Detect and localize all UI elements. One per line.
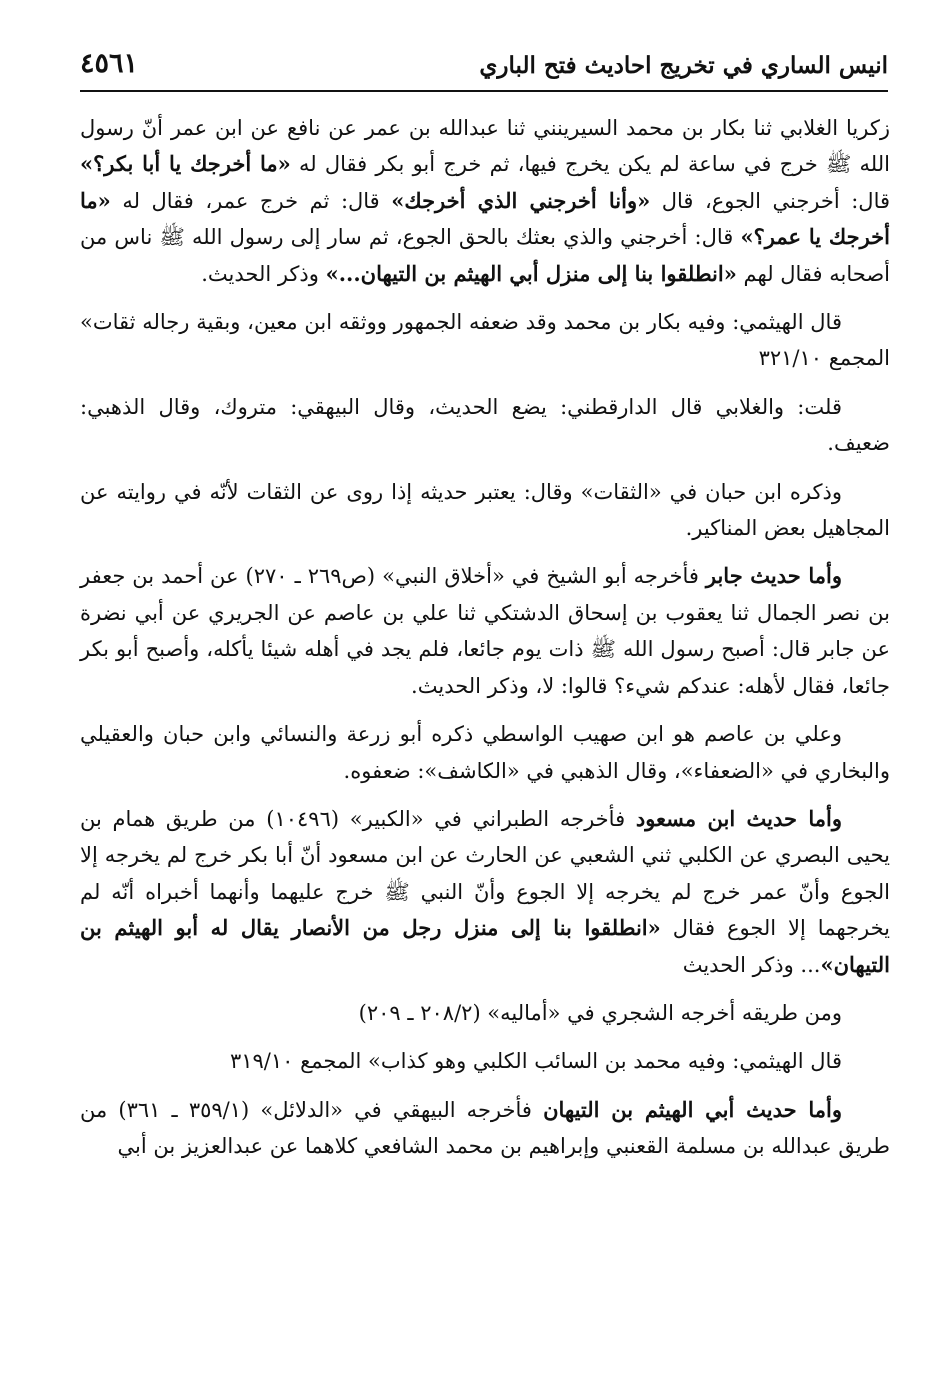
bold-text-run: «انطلقوا بنا إلى منزل رجل من الأنصار يقال له أبو الهيثم بن التيهان» <box>80 915 890 977</box>
running-header <box>80 38 888 92</box>
bold-text-run: «ما أخرجك يا أبا بكر؟» <box>80 151 291 177</box>
paragraph <box>80 110 890 292</box>
paragraph <box>80 389 890 462</box>
bold-text-run: وأما حديث جابر <box>705 563 842 589</box>
text-run: زكريا الغلابي ثنا بكار بن محمد السيرينني ثنا عبدالله بن عمر عن نافع عن ابن عمر أنّ رسول الله ﷺ خرج في ساعة لم يكن يخرج فيها، ثم خرج أبو بكر فقال له <box>80 116 890 177</box>
text-run: فأخرجه البيهقي في «الدلائل» (٣٥٩/١ ـ ٣٦١) من طريق عبدالله بن مسلمة القعنبي وإبراهيم بن محمد الشافعي كلاهما عن عبدالعزيز بن أبي <box>80 1097 890 1159</box>
text-run: قال: ثم خرج عمر، فقال له <box>110 188 392 213</box>
text-run: فأخرجه الطبراني في «الكبير» (١٠٤٩٦) من طريق همام بن يحيى البصري عن الكلبي ثني الشعبي عن الحارث عن ابن مسعود أنّ أبا بكر خرج لم يخرجه إلا الجوع وأنّ عمر خرج لم يخرجه إلا الجوع وأنّ النبي ﷺ خرج عليهما وأنهما أخبراه أنّه لم يخرجهما إلا الجوع فقال <box>80 806 890 941</box>
text-run: وعلي بن عاصم هو ابن صهيب الواسطي ذكره أبو زرعة والنسائي وابن حبان والعقيلي والبخاري في «الضعفاء»، وقال الذهبي في «الكاشف»: ضعفوه. <box>80 722 890 783</box>
paragraph <box>80 304 890 377</box>
paragraph <box>80 558 890 704</box>
text-run: ومن طريقه أخرجه الشجري في «أماليه» (٢٠٨/٢ ـ ٢٠٩) <box>358 1000 842 1025</box>
text-run: قال الهيثمي: وفيه محمد بن السائب الكلبي وهو كذاب» المجمع ٣١٩/١٠ <box>229 1049 842 1074</box>
bold-text-run: «وأنا أخرجني الذي أخرجك» <box>391 187 651 213</box>
paragraph <box>80 716 890 789</box>
paragraph <box>80 474 890 547</box>
text-run: قلت: والغلابي قال الدارقطني: يضع الحديث، وقال البيهقي: متروك، وقال الذهبي: ضعيف. <box>80 394 890 456</box>
text-run: ... وذكر الحديث <box>682 952 821 977</box>
bold-text-run: «ما أخرجك يا عمر؟» <box>80 187 890 250</box>
text-run: فأخرجه أبو الشيخ في «أخلاق النبي» (ص٢٦٩ ـ ٢٧٠) عن أحمد بن جعفر بن نصر الجمال ثنا يعقوب بن إسحاق الدشتكي ثنا علي بن عاصم عن الجريري عن أبي نضرة عن جابر قال: أصبح رسول الله ﷺ ذات يوم جائعا، فلم يجد في أهله شيئا يأكله، وأصبح أبو بكر جائعا، فقال لأهله: عندكم شيء؟ قالوا: لا، وذكر الحديث. <box>80 564 890 698</box>
bold-text-run: وأما حديث ابن مسعود <box>635 805 843 831</box>
bold-text-run: «انطلقوا بنا إلى منزل أبي الهيثم بن التيهان...» <box>325 260 737 286</box>
page-body <box>80 110 890 1177</box>
paragraph <box>80 801 890 983</box>
text-run: قال: أخرجني الجوع، قال <box>650 188 891 213</box>
running-title: انيس الساري في تخريج احاديث فتح الباري <box>479 52 888 79</box>
page-number: ٤٥٦١ <box>80 48 139 79</box>
paragraph <box>80 1092 890 1165</box>
text-run: وذكر الحديث. <box>201 261 326 286</box>
text-run: وذكره ابن حبان في «الثقات» وقال: يعتبر حديثه إذا روى عن الثقات لأنّه في روايته عن المجاهيل بعض المناكير. <box>80 479 890 541</box>
text-run: قال الهيثمي: وفيه بكار بن محمد وقد ضعفه الجمهور ووثقه ابن معين، وبقية رجاله ثقات» المجمع ٣٢١/١٠ <box>80 310 890 371</box>
text-run: قال: أخرجني والذي بعثك بالحق الجوع، ثم سار إلى رسول الله ﷺ ناس من أصحابه فقال لهم <box>80 225 890 286</box>
paragraph <box>80 995 890 1031</box>
bold-text-run: وأما حديث أبي الهيثم بن التيهان <box>543 1096 842 1122</box>
paragraph <box>80 1043 890 1079</box>
